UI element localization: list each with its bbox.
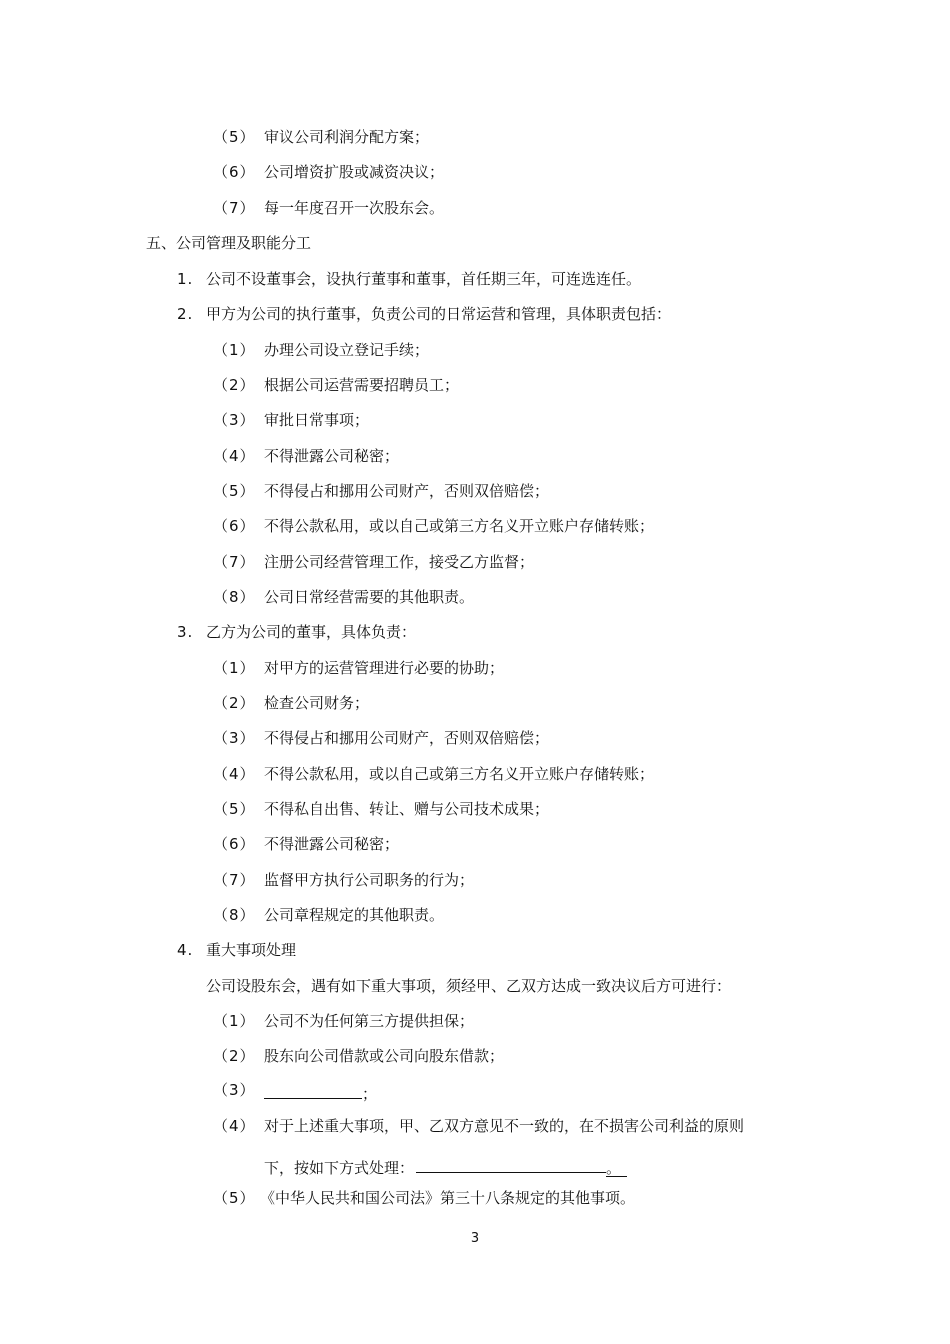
subitem-text: 不得私自出售、转让、赠与公司技术成果； <box>264 800 550 818</box>
subitem-number: （2） <box>213 1047 256 1065</box>
subitem-text: 办理公司设立登记手续； <box>264 341 430 359</box>
subitem-text: 根据公司运营需要招聘员工； <box>264 376 460 394</box>
subitem-text: 不得泄露公司秘密； <box>264 835 400 853</box>
subitem-text: 对甲方的运营管理进行必要的协助； <box>264 659 505 677</box>
subitem-text: 下，按如下方式处理： <box>264 1159 415 1177</box>
subitem-number: （3） <box>213 411 256 429</box>
subitem-text: 审批日常事项； <box>264 411 370 429</box>
page-number: 3 <box>470 1231 480 1246</box>
subitem-text: 不得侵占和挪用公司财产，否则双倍赔偿； <box>264 482 550 500</box>
subitem-text: 不得公款私用，或以自己或第三方名义开立账户存储转账； <box>264 517 655 535</box>
item-intro: 公司设股东会，遇有如下重大事项，须经甲、乙双方达成一致决议后方可进行： <box>206 977 732 995</box>
item-text: 重大事项处理 <box>206 941 297 959</box>
subitem-text: 不得公款私用，或以自己或第三方名义开立账户存储转账； <box>264 765 655 783</box>
item-number: 4. <box>177 941 194 959</box>
item-number: 1. <box>177 270 194 288</box>
item-number: （6） <box>213 163 256 181</box>
blank-suffix: 。 <box>606 1158 627 1177</box>
subitem-blank-line <box>264 1080 378 1103</box>
item-text: 每一年度召开一次股东会。 <box>264 199 445 217</box>
subitem-number: （4） <box>213 447 256 465</box>
subitem-number: （3） <box>213 729 256 747</box>
fill-in-blank[interactable] <box>416 1154 606 1173</box>
item-text: 审议公司利润分配方案； <box>264 128 430 146</box>
subitem-number: （1） <box>213 341 256 359</box>
subitem-number: （8） <box>213 906 256 924</box>
subitem-number: （7） <box>213 871 256 889</box>
item-text: 公司增资扩股或减资决议； <box>264 163 445 181</box>
fill-in-blank[interactable] <box>264 1080 362 1099</box>
section-heading: 五、公司管理及职能分工 <box>146 234 312 252</box>
subitem-text: 《中华人民共和国公司法》第三十八条规定的其他事项。 <box>260 1189 636 1207</box>
subitem-number: （6） <box>213 835 256 853</box>
subitem-number: （5） <box>213 800 256 818</box>
item-text: 乙方为公司的董事，具体负责： <box>206 623 417 641</box>
subitem-number: （2） <box>213 694 256 712</box>
subitem-number: （5） <box>213 482 256 500</box>
subitem-number: （3） <box>213 1081 256 1099</box>
blank-suffix: ； <box>362 1085 378 1103</box>
item-number: （5） <box>213 128 256 146</box>
subitem-text: 监督甲方执行公司职务的行为； <box>264 871 475 889</box>
subitem-text: 注册公司经营管理工作，接受乙方监督； <box>264 553 535 571</box>
subitem-number: （2） <box>213 376 256 394</box>
subitem-number: （4） <box>213 1117 256 1135</box>
subitem-text: 公司日常经营需要的其他职责。 <box>264 588 475 606</box>
subitem-text: 不得泄露公司秘密； <box>264 447 400 465</box>
subitem-number: （1） <box>213 659 256 677</box>
subitem-text-continued <box>264 1154 627 1177</box>
subitem-number: （6） <box>213 517 256 535</box>
subitem-number: （7） <box>213 553 256 571</box>
subitem-number: （5） <box>213 1189 256 1207</box>
item-number: 2. <box>177 305 194 323</box>
subitem-text: 检查公司财务； <box>264 694 370 712</box>
subitem-number: （8） <box>213 588 256 606</box>
item-text: 公司不设董事会，设执行董事和董事，首任期三年，可连选连任。 <box>206 270 642 288</box>
subitem-text: 公司不为任何第三方提供担保； <box>264 1012 475 1030</box>
subitem-text: 不得侵占和挪用公司财产，否则双倍赔偿； <box>264 729 550 747</box>
subitem-number: （4） <box>213 765 256 783</box>
subitem-text: 对于上述重大事项，甲、乙双方意见不一致的，在不损害公司利益的原则 <box>264 1117 745 1135</box>
subitem-text: 公司章程规定的其他职责。 <box>264 906 445 924</box>
subitem-text: 股东向公司借款或公司向股东借款； <box>264 1047 505 1065</box>
item-number: 3. <box>177 623 194 641</box>
item-text: 甲方为公司的执行董事，负责公司的日常运营和管理，具体职责包括： <box>206 305 672 323</box>
item-number: （7） <box>213 199 256 217</box>
subitem-number: （1） <box>213 1012 256 1030</box>
